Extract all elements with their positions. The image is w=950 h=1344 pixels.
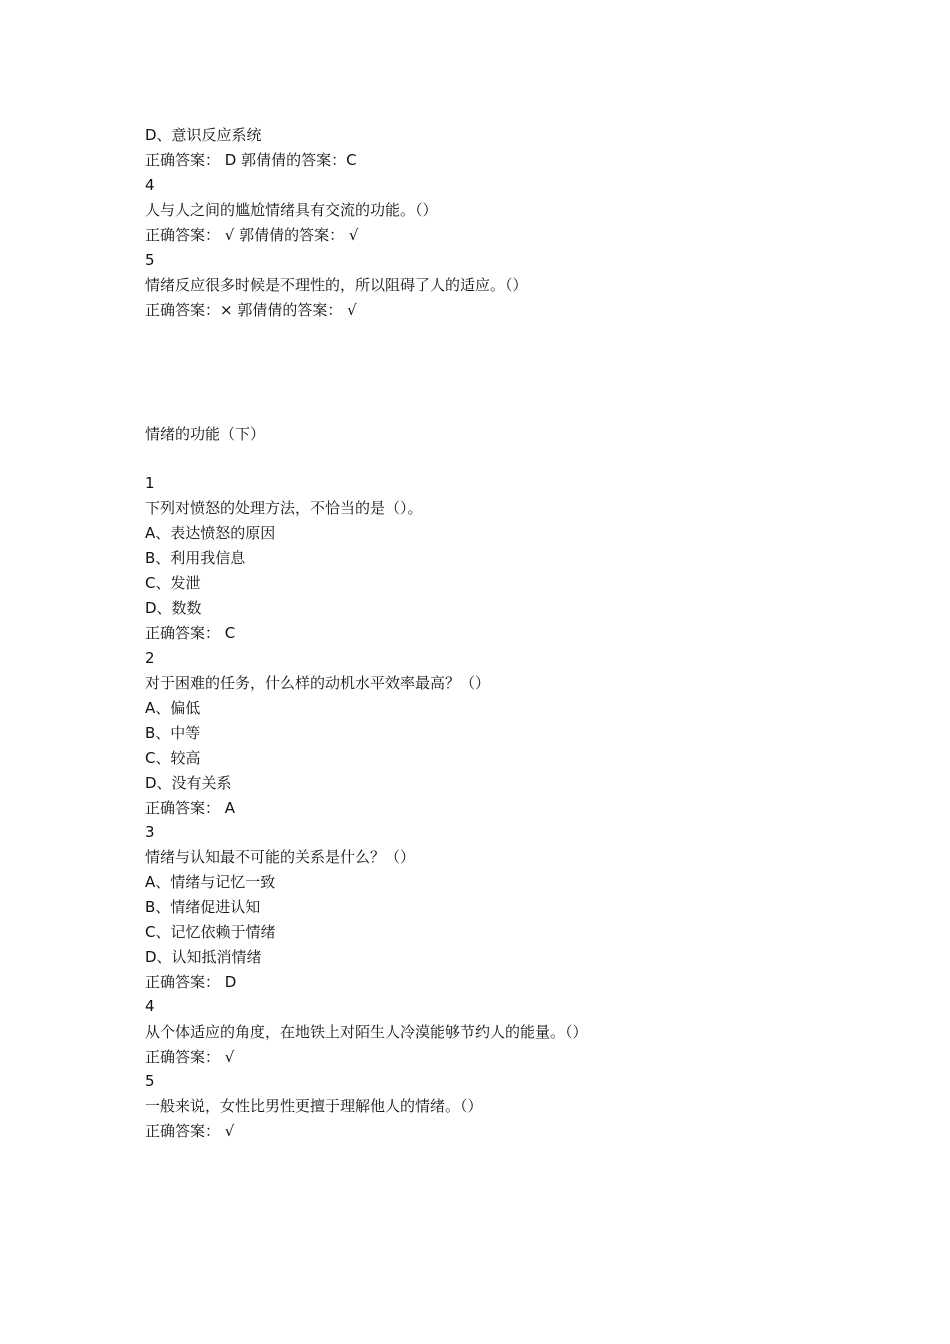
answer-line: 正确答案： D 郭倩倩的答案：C — [145, 151, 357, 169]
option-a: A、偏低 — [145, 699, 201, 717]
option-c: C、记忆依赖于情绪 — [145, 923, 276, 941]
answer-line: 正确答案： √ — [145, 1122, 235, 1140]
option-a: A、表达愤怒的原因 — [145, 524, 276, 542]
answer-line: 正确答案： A — [145, 799, 236, 817]
answer-line: 正确答案：× 郭倩倩的答案： √ — [145, 301, 357, 319]
question-text: 对于困难的任务，什么样的动机水平效率最高？（） — [145, 674, 491, 692]
question-number: 1 — [145, 474, 155, 492]
question-text: 情绪与认知最不可能的关系是什么？（） — [145, 848, 416, 866]
answer-line: 正确答案： √ 郭倩倩的答案： √ — [145, 226, 359, 244]
question-text: 一般来说，女性比男性更擅于理解他人的情绪。（） — [145, 1097, 483, 1115]
question-text: 情绪反应很多时候是不理性的，所以阻碍了人的适应。（） — [145, 276, 528, 294]
option-b: B、利用我信息 — [145, 549, 246, 567]
question-number: 5 — [145, 251, 155, 269]
question-number: 2 — [145, 649, 155, 667]
answer-line: 正确答案： C — [145, 624, 236, 642]
answer-line: 正确答案： √ — [145, 1048, 235, 1066]
answer-line: 正确答案： D — [145, 973, 237, 991]
option-d: D、没有关系 — [145, 774, 232, 792]
question-number: 4 — [145, 997, 155, 1015]
question-text: 下列对愤怒的处理方法，不恰当的是（）。 — [145, 499, 423, 517]
option-c: C、较高 — [145, 749, 201, 767]
question-text: 从个体适应的角度，在地铁上对陌生人冷漠能够节约人的能量。（） — [145, 1023, 588, 1041]
option-c: C、发泄 — [145, 574, 201, 592]
question-number: 3 — [145, 823, 155, 841]
question-number: 5 — [145, 1072, 155, 1090]
option-b: B、情绪促进认知 — [145, 898, 261, 916]
option-d: D、数数 — [145, 599, 202, 617]
question-text: 人与人之间的尴尬情绪具有交流的功能。（） — [145, 201, 438, 219]
section-title: 情绪的功能（下） — [145, 425, 266, 443]
question-number: 4 — [145, 176, 155, 194]
option-d: D、意识反应系统 — [145, 126, 262, 144]
option-b: B、中等 — [145, 724, 201, 742]
option-a: A、情绪与记忆一致 — [145, 873, 276, 891]
option-d: D、认知抵消情绪 — [145, 948, 262, 966]
